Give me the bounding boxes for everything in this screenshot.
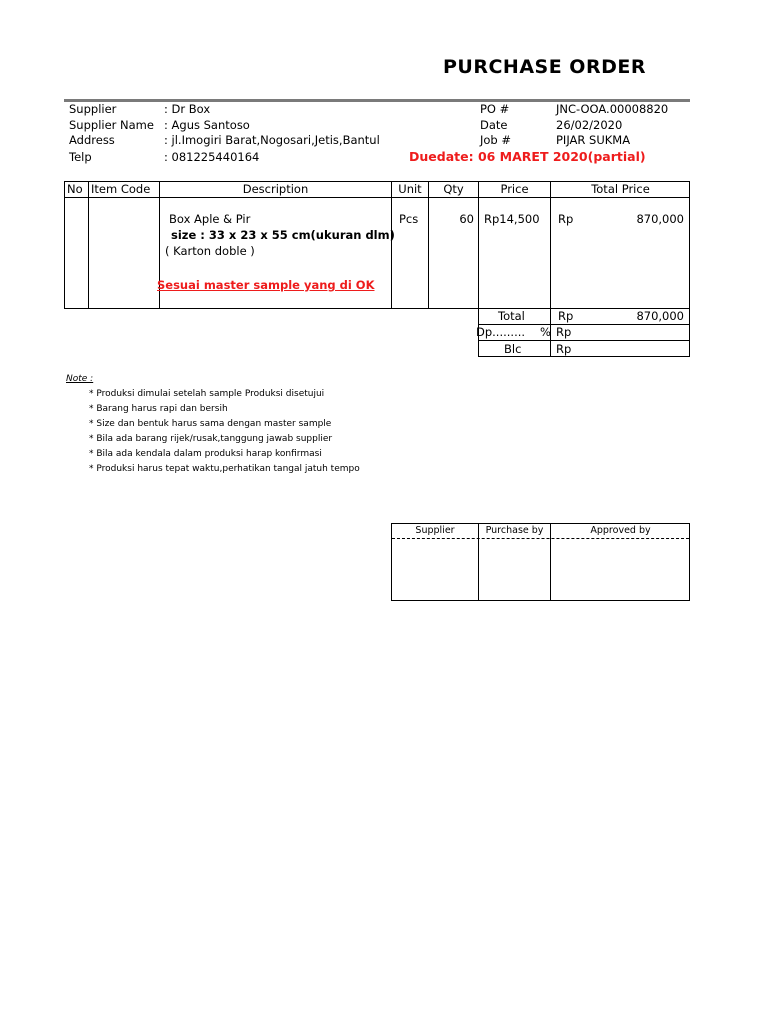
total-label: Total (498, 309, 525, 323)
note-item: * Size dan bentuk harus sama dengan master sample (89, 419, 332, 429)
column-divider (550, 181, 551, 309)
column-header-price: Price (500, 182, 529, 196)
telp-value: : 081225440164 (164, 150, 260, 164)
item-sample-note: Sesuai master sample yang di OK (157, 278, 375, 292)
note-item: * Barang harus rapi dan bersih (89, 404, 228, 414)
column-divider (391, 181, 392, 309)
signature-supplier-label: Supplier (415, 525, 455, 536)
telp-label: Telp (69, 150, 92, 164)
blc-currency: Rp (556, 342, 572, 356)
po-value: JNC-OOA.00008820 (556, 102, 669, 116)
column-header-item-code: Item Code (91, 182, 151, 196)
supplier-name-label: Supplier Name (69, 118, 154, 132)
summary-row-line (478, 340, 690, 341)
column-header-no: No (67, 182, 83, 196)
dp-label: Dp......... (476, 325, 526, 339)
signature-approved-by-label: Approved by (590, 525, 651, 536)
total-value: 870,000 (636, 309, 684, 323)
column-divider (88, 181, 89, 309)
supplier-label: Supplier (69, 102, 117, 116)
item-unit: Pcs (399, 212, 419, 226)
item-total-value: 870,000 (636, 212, 684, 226)
signature-header-line (392, 538, 689, 539)
due-date: Duedate: 06 MARET 2020(partial) (409, 149, 646, 164)
address-value: : jl.Imogiri Barat,Nogosari,Jetis,Bantul (164, 133, 380, 147)
note-item: * Bila ada barang rijek/rusak,tanggung jawab supplier (89, 434, 333, 444)
column-header-description: Description (242, 182, 309, 196)
supplier-name-value: : Agus Santoso (164, 118, 250, 132)
po-label: PO # (480, 102, 510, 116)
item-material: ( Karton doble ) (165, 244, 255, 258)
item-qty: 60 (459, 212, 474, 226)
note-item: * Produksi dimulai setelah sample Produksi disetujui (89, 389, 325, 399)
items-table-header-line (64, 197, 690, 198)
document-title: PURCHASE ORDER (443, 56, 646, 78)
dp-currency: Rp (556, 325, 572, 339)
item-total-currency: Rp (558, 212, 574, 226)
column-header-qty: Qty (443, 182, 464, 196)
column-header-total-price: Total Price (591, 182, 650, 196)
item-price: Rp14,500 (484, 212, 540, 226)
column-divider (428, 181, 429, 309)
note-item: * Bila ada kendala dalam produksi harap konfirmasi (89, 449, 322, 459)
total-currency: Rp (558, 309, 574, 323)
job-value: PIJAR SUKMA (556, 133, 631, 147)
item-description: Box Aple & Pir (169, 212, 251, 226)
address-label: Address (69, 133, 115, 147)
date-label: Date (480, 118, 508, 132)
job-label: Job # (480, 133, 512, 147)
supplier-value: : Dr Box (164, 102, 211, 116)
item-size: size : 33 x 23 x 55 cm(ukuran dlm) (171, 228, 395, 242)
dp-percent: % (540, 325, 551, 339)
signature-purchase-by-label: Purchase by (485, 525, 544, 536)
blc-label: Blc (504, 342, 522, 356)
column-header-unit: Unit (398, 182, 422, 196)
date-value: 26/02/2020 (556, 118, 623, 132)
notes-title: Note : (66, 374, 94, 384)
column-divider (478, 181, 479, 309)
note-item: * Produksi harus tepat waktu,perhatikan tangal jatuh tempo (89, 464, 360, 474)
